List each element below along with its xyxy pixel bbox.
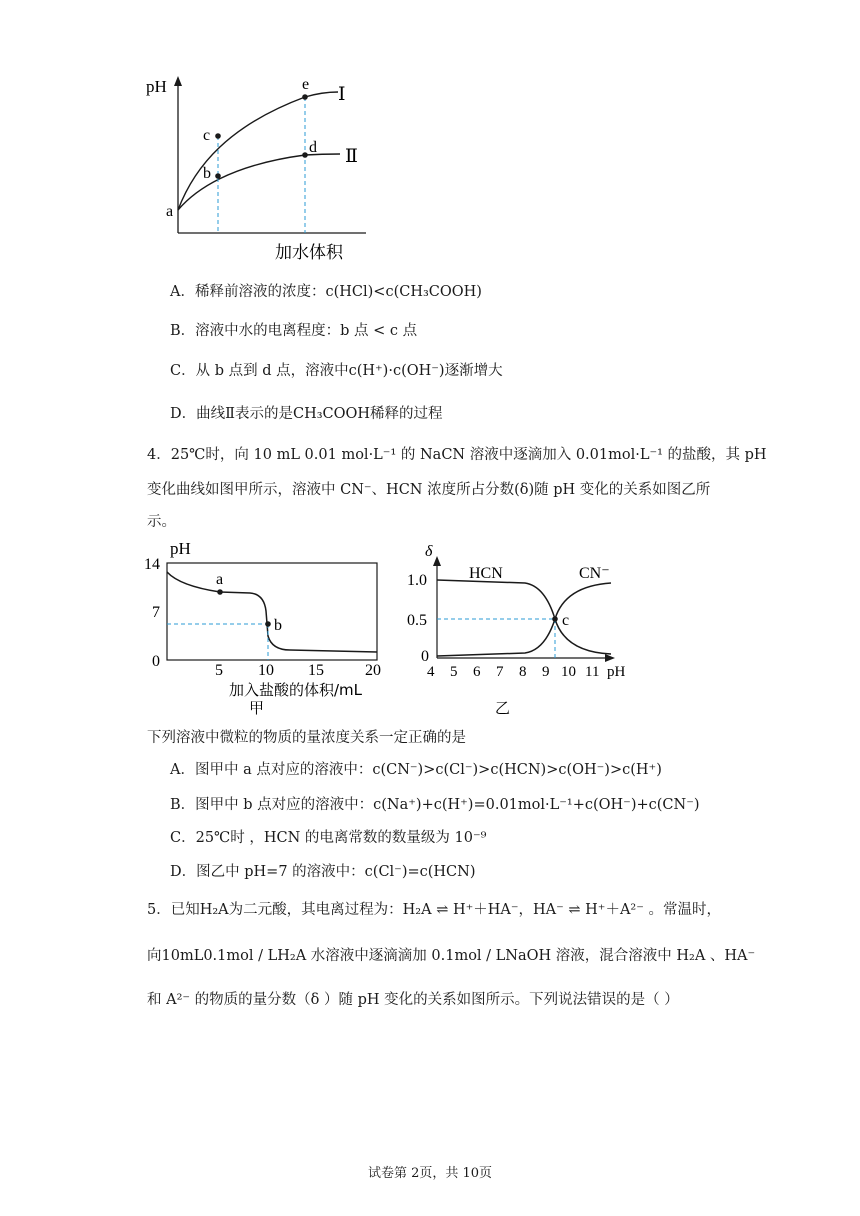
y-axis-arrow	[433, 556, 441, 566]
x-tick-11: 11	[585, 664, 600, 680]
point-d-label: d	[309, 139, 317, 156]
chart-caption: 甲	[249, 699, 265, 717]
point-c	[215, 133, 221, 139]
option-letter: D．	[170, 864, 197, 880]
x-tick-5: 5	[450, 664, 458, 680]
y-tick-0.5: 0.5	[407, 612, 427, 629]
y-axis-arrow	[174, 76, 182, 86]
x-tick-7: 7	[496, 664, 504, 680]
y-tick-1: 1.0	[407, 572, 427, 589]
y-tick-14: 14	[144, 556, 160, 573]
x-tick-10: 10	[561, 664, 576, 680]
x-axis-label: 加水体积	[275, 243, 343, 263]
series-label-hcn: HCN	[469, 565, 503, 582]
hcn-curve	[437, 580, 611, 654]
option-letter: D．	[170, 406, 197, 422]
option-letter: B．	[170, 797, 196, 813]
point-c-label: c	[562, 612, 570, 629]
point-a-label: a	[166, 203, 174, 220]
q4-option-b	[170, 795, 700, 815]
point-e-label: e	[302, 76, 310, 93]
option-letter: A．	[170, 284, 195, 300]
option-text: 溶液中水的电离程度：b 点 < c 点	[195, 323, 418, 339]
option-text: 从 b 点到 d 点，溶液中c(H⁺)·c(OH⁻)逐渐增大	[195, 363, 503, 379]
y-tick-0: 0	[421, 648, 429, 665]
y-tick-7: 7	[152, 604, 160, 621]
chart-jia	[140, 536, 400, 726]
x-tick-9: 9	[542, 664, 550, 680]
x-axis-label: 加入盐酸的体积/mL	[229, 681, 363, 699]
point-b	[265, 621, 271, 627]
option-text: 稀释前溶液的浓度：c(HCl)<c(CH₃COOH)	[194, 284, 482, 300]
plot-frame	[167, 563, 377, 660]
q3-option-b	[170, 321, 417, 341]
dilution-figure	[140, 70, 370, 270]
option-letter: C．	[170, 830, 196, 846]
q5-line-3: 和 A²⁻ 的物质的量分数（δ ）随 pH 变化的关系如图所示。下列说法错误的是（ ）	[147, 992, 679, 1008]
chart-yi	[395, 536, 645, 726]
x-tick-4: 4	[427, 664, 435, 680]
q5-line-1: 5．已知H₂A为二元酸，其电离过程为：H₂A ⇌ H⁺＋HA⁻，HA⁻ ⇌ H⁺＋A²⁻ 。常温时，	[147, 902, 722, 918]
point-b-label: b	[274, 617, 282, 634]
point-a-label: a	[216, 571, 224, 588]
point-a	[217, 589, 223, 595]
q4-option-c	[170, 828, 486, 848]
x-axis-label: pH	[607, 664, 626, 680]
q4-stem-line-2: 变化曲线如图甲所示，溶液中 CN⁻、HCN 浓度所占分数(δ)随 pH 变化的关系如图乙所	[147, 482, 711, 498]
point-b	[215, 173, 221, 179]
curve-II	[178, 154, 340, 210]
option-text: 曲线Ⅱ表示的是CH₃COOH稀释的过程	[196, 406, 443, 422]
point-e	[302, 94, 308, 100]
x-tick-6: 6	[473, 664, 481, 680]
q4-stem-line-1: 4．25℃时，向 10 mL 0.01 mol·L⁻¹ 的 NaCN 溶液中逐滴加入 0.01mol·L⁻¹ 的盐酸，其 pH	[147, 447, 767, 463]
series-label-cn: CN⁻	[579, 565, 610, 582]
q4-option-d	[170, 862, 476, 882]
option-letter: B．	[170, 323, 196, 339]
x-tick-10: 10	[258, 662, 274, 679]
option-text: 图乙中 pH=7 的溶液中：c(Cl⁻)=c(HCN)	[196, 864, 476, 880]
point-d	[302, 152, 308, 158]
y-tick-0: 0	[152, 653, 160, 670]
x-tick-15: 15	[308, 662, 324, 679]
chart-caption: 乙	[495, 699, 511, 717]
q5-line-2: 向10mL0.1mol / LH₂A 水溶液中逐滴滴加 0.1mol / LNaOH 溶液，混合溶液中 H₂A 、HA⁻	[147, 948, 756, 964]
curve-II-label: Ⅱ	[345, 146, 358, 167]
q3-option-d	[170, 404, 443, 424]
point-b-label: b	[203, 165, 211, 182]
titration-curve	[167, 572, 377, 652]
y-axis-label: δ	[425, 543, 433, 560]
option-letter: C．	[170, 363, 196, 379]
x-tick-8: 8	[519, 664, 527, 680]
q3-option-c	[170, 361, 503, 381]
q4-option-a	[170, 760, 662, 780]
option-text: 图甲中 b 点对应的溶液中：c(Na⁺)+c(H⁺)=0.01mol·L⁻¹+c(OH⁻)+c(CN⁻)	[195, 797, 700, 813]
y-axis-label: pH	[146, 77, 167, 96]
option-letter: A．	[170, 762, 195, 778]
curve-I-label: Ⅰ	[338, 84, 346, 105]
x-tick-5: 5	[215, 662, 223, 679]
q4-question: 下列溶液中微粒的物质的量浓度关系一定正确的是	[147, 730, 466, 746]
x-tick-20: 20	[365, 662, 381, 679]
point-c-label: c	[203, 127, 211, 144]
y-axis-label: pH	[170, 539, 191, 558]
x-axis-arrow	[605, 654, 615, 662]
q3-option-a	[170, 282, 482, 302]
option-text: 图甲中 a 点对应的溶液中：c(CN⁻)>c(Cl⁻)>c(HCN)>c(OH⁻)>c(H⁺)	[194, 762, 662, 778]
q4-stem-line-3: 示。	[147, 514, 176, 530]
page-footer: 试卷第 2页，共 10页	[367, 1166, 493, 1181]
option-text: 25℃时 ，HCN 的电离常数的数量级为 10⁻⁹	[195, 830, 487, 846]
point-c	[552, 616, 558, 622]
